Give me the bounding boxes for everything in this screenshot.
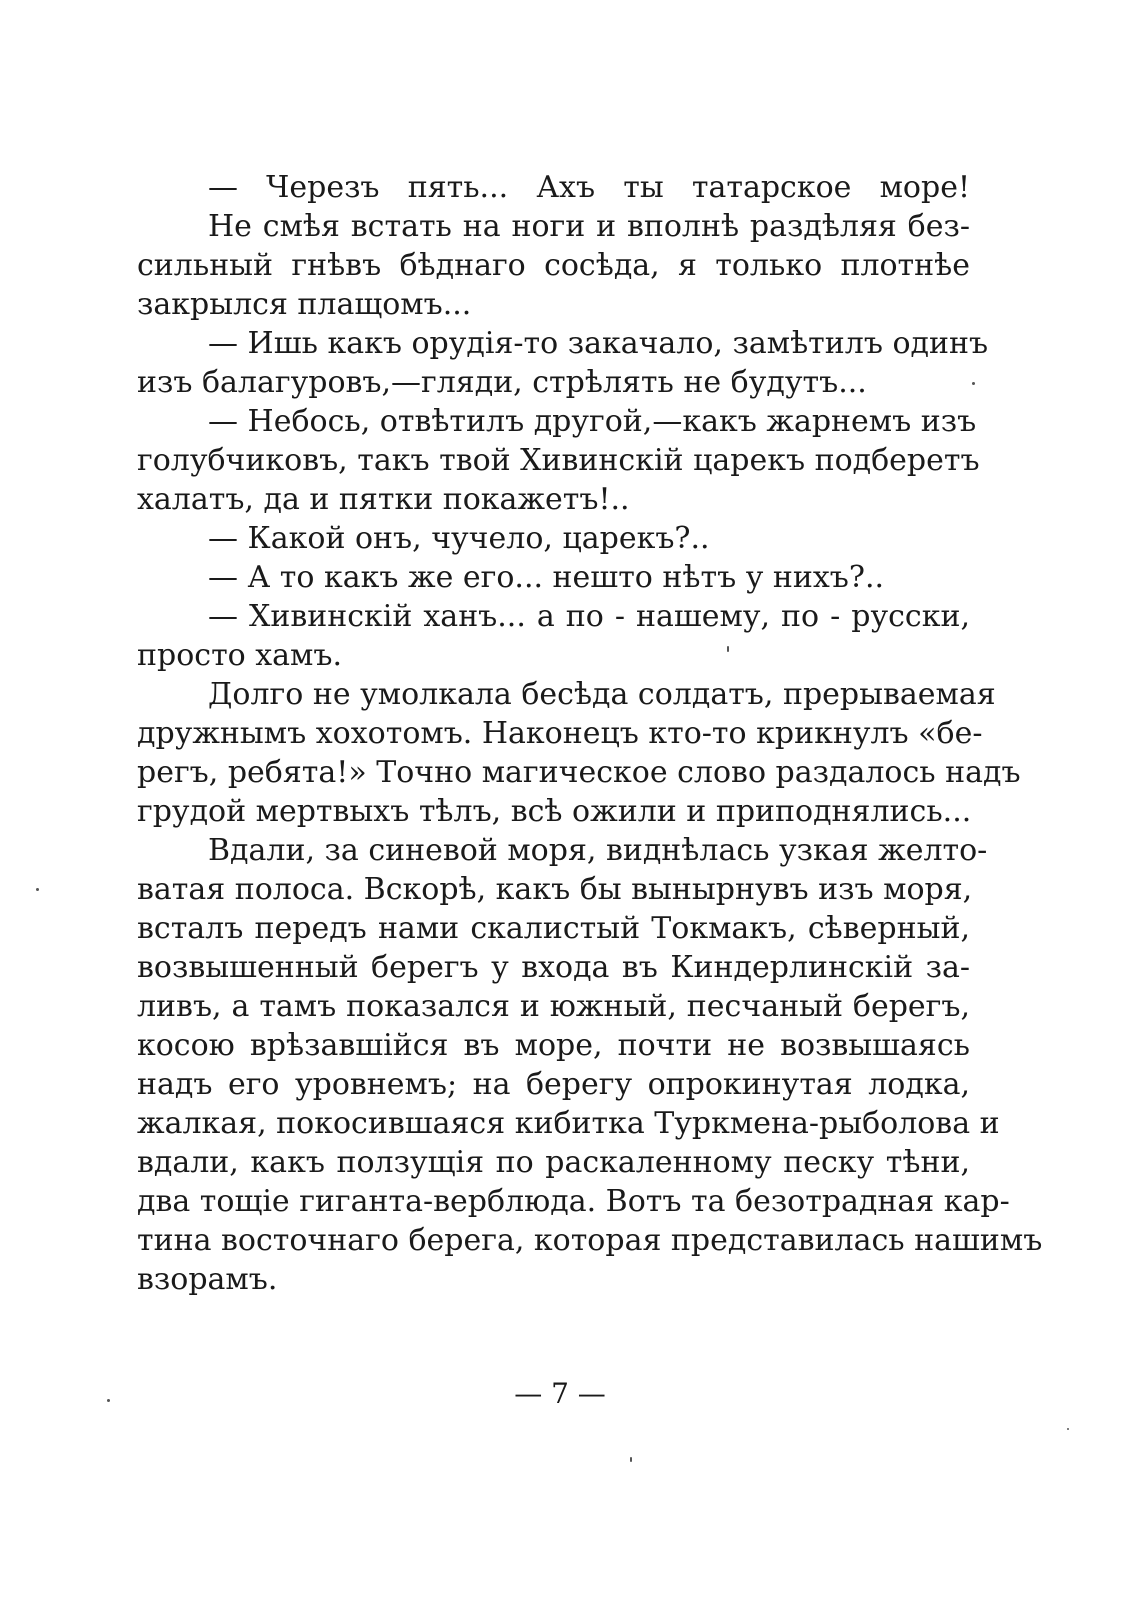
text-line: — Небось, отвѣтилъ другой,—какъ жарнемъ изъ (208, 404, 977, 439)
text-line: возвышенный берегъ у входа въ Киндерлинскій за- (137, 950, 970, 985)
text-line: — А то какъ же его... нешто нѣтъ у нихъ?.. (208, 560, 885, 595)
text-line: — Ишь какъ орудія-то закачало, замѣтилъ одинъ (208, 326, 989, 361)
text-line: Не смѣя встать на ноги и вполнѣ раздѣляя без- (208, 209, 970, 244)
scan-speck (107, 1399, 110, 1402)
text-line: — Черезъ пять... Ахъ ты татарское море! (208, 170, 970, 205)
text-line: вдали, какъ ползущія по раскаленному песку тѣни, (137, 1145, 970, 1180)
scan-speck (1067, 1428, 1069, 1430)
text-line: изъ балагуровъ,—гляди, стрѣлять не будутъ... (137, 365, 867, 400)
text-line: сильный гнѣвъ бѣднаго сосѣда, я только плотнѣе (137, 248, 970, 283)
body-text (137, 168, 1043, 1299)
text-line: ватая полоса. Вскорѣ, какъ бы вынырнувъ изъ моря, (137, 872, 973, 907)
text-line: два тощіе гиганта-верблюда. Вотъ та безотрадная кар- (137, 1184, 1010, 1219)
scan-speck (727, 646, 729, 652)
text-line: — Какой онъ, чучело, царекъ?.. (208, 521, 710, 556)
text-line: тина восточнаго берега, которая представилась нашимъ (137, 1223, 1043, 1258)
text-line: просто хамъ. (137, 638, 343, 673)
text-line: грудой мертвыхъ тѣлъ, всѣ ожили и приподнялись... (137, 794, 972, 829)
text-line: всталъ передъ нами скалистый Токмакъ, сѣверный, (137, 911, 970, 946)
text-line: Вдали, за синевой моря, виднѣлась узкая желто- (208, 833, 988, 868)
text-line: жалкая, покосившаяся кибитка Туркмена-рыболова и (137, 1106, 1000, 1141)
text-line: косою врѣзавшійся въ море, почти не возвышаясь (137, 1028, 970, 1063)
text-line: регъ, ребята!» Точно магическое слово раздалось надъ (137, 755, 1021, 790)
scan-speck (630, 1457, 632, 1462)
text-line: халатъ, да и пятки покажетъ!.. (137, 482, 630, 517)
text-line: Долго не умолкала бесѣда солдатъ, прерываемая (208, 677, 996, 712)
text-line: надъ его уровнемъ; на берегу опрокинутая лодка, (137, 1067, 970, 1102)
text-line: голубчиковъ, такъ твой Хивинскій царекъ подберетъ (137, 443, 980, 478)
text-line: — Хивинскій ханъ... а по - нашему, по - русски, (208, 599, 970, 634)
scan-speck (36, 888, 39, 891)
page-number: — 7 — (514, 1377, 606, 1410)
scan-speck (972, 382, 975, 385)
text-line: закрылся плащомъ... (137, 287, 472, 322)
text-line: взорамъ. (137, 1262, 278, 1297)
text-line: дружнымъ хохотомъ. Наконецъ кто-то крикнулъ «бе- (137, 716, 983, 751)
text-line: ливъ, а тамъ показался и южный, песчаный берегъ, (137, 989, 970, 1024)
